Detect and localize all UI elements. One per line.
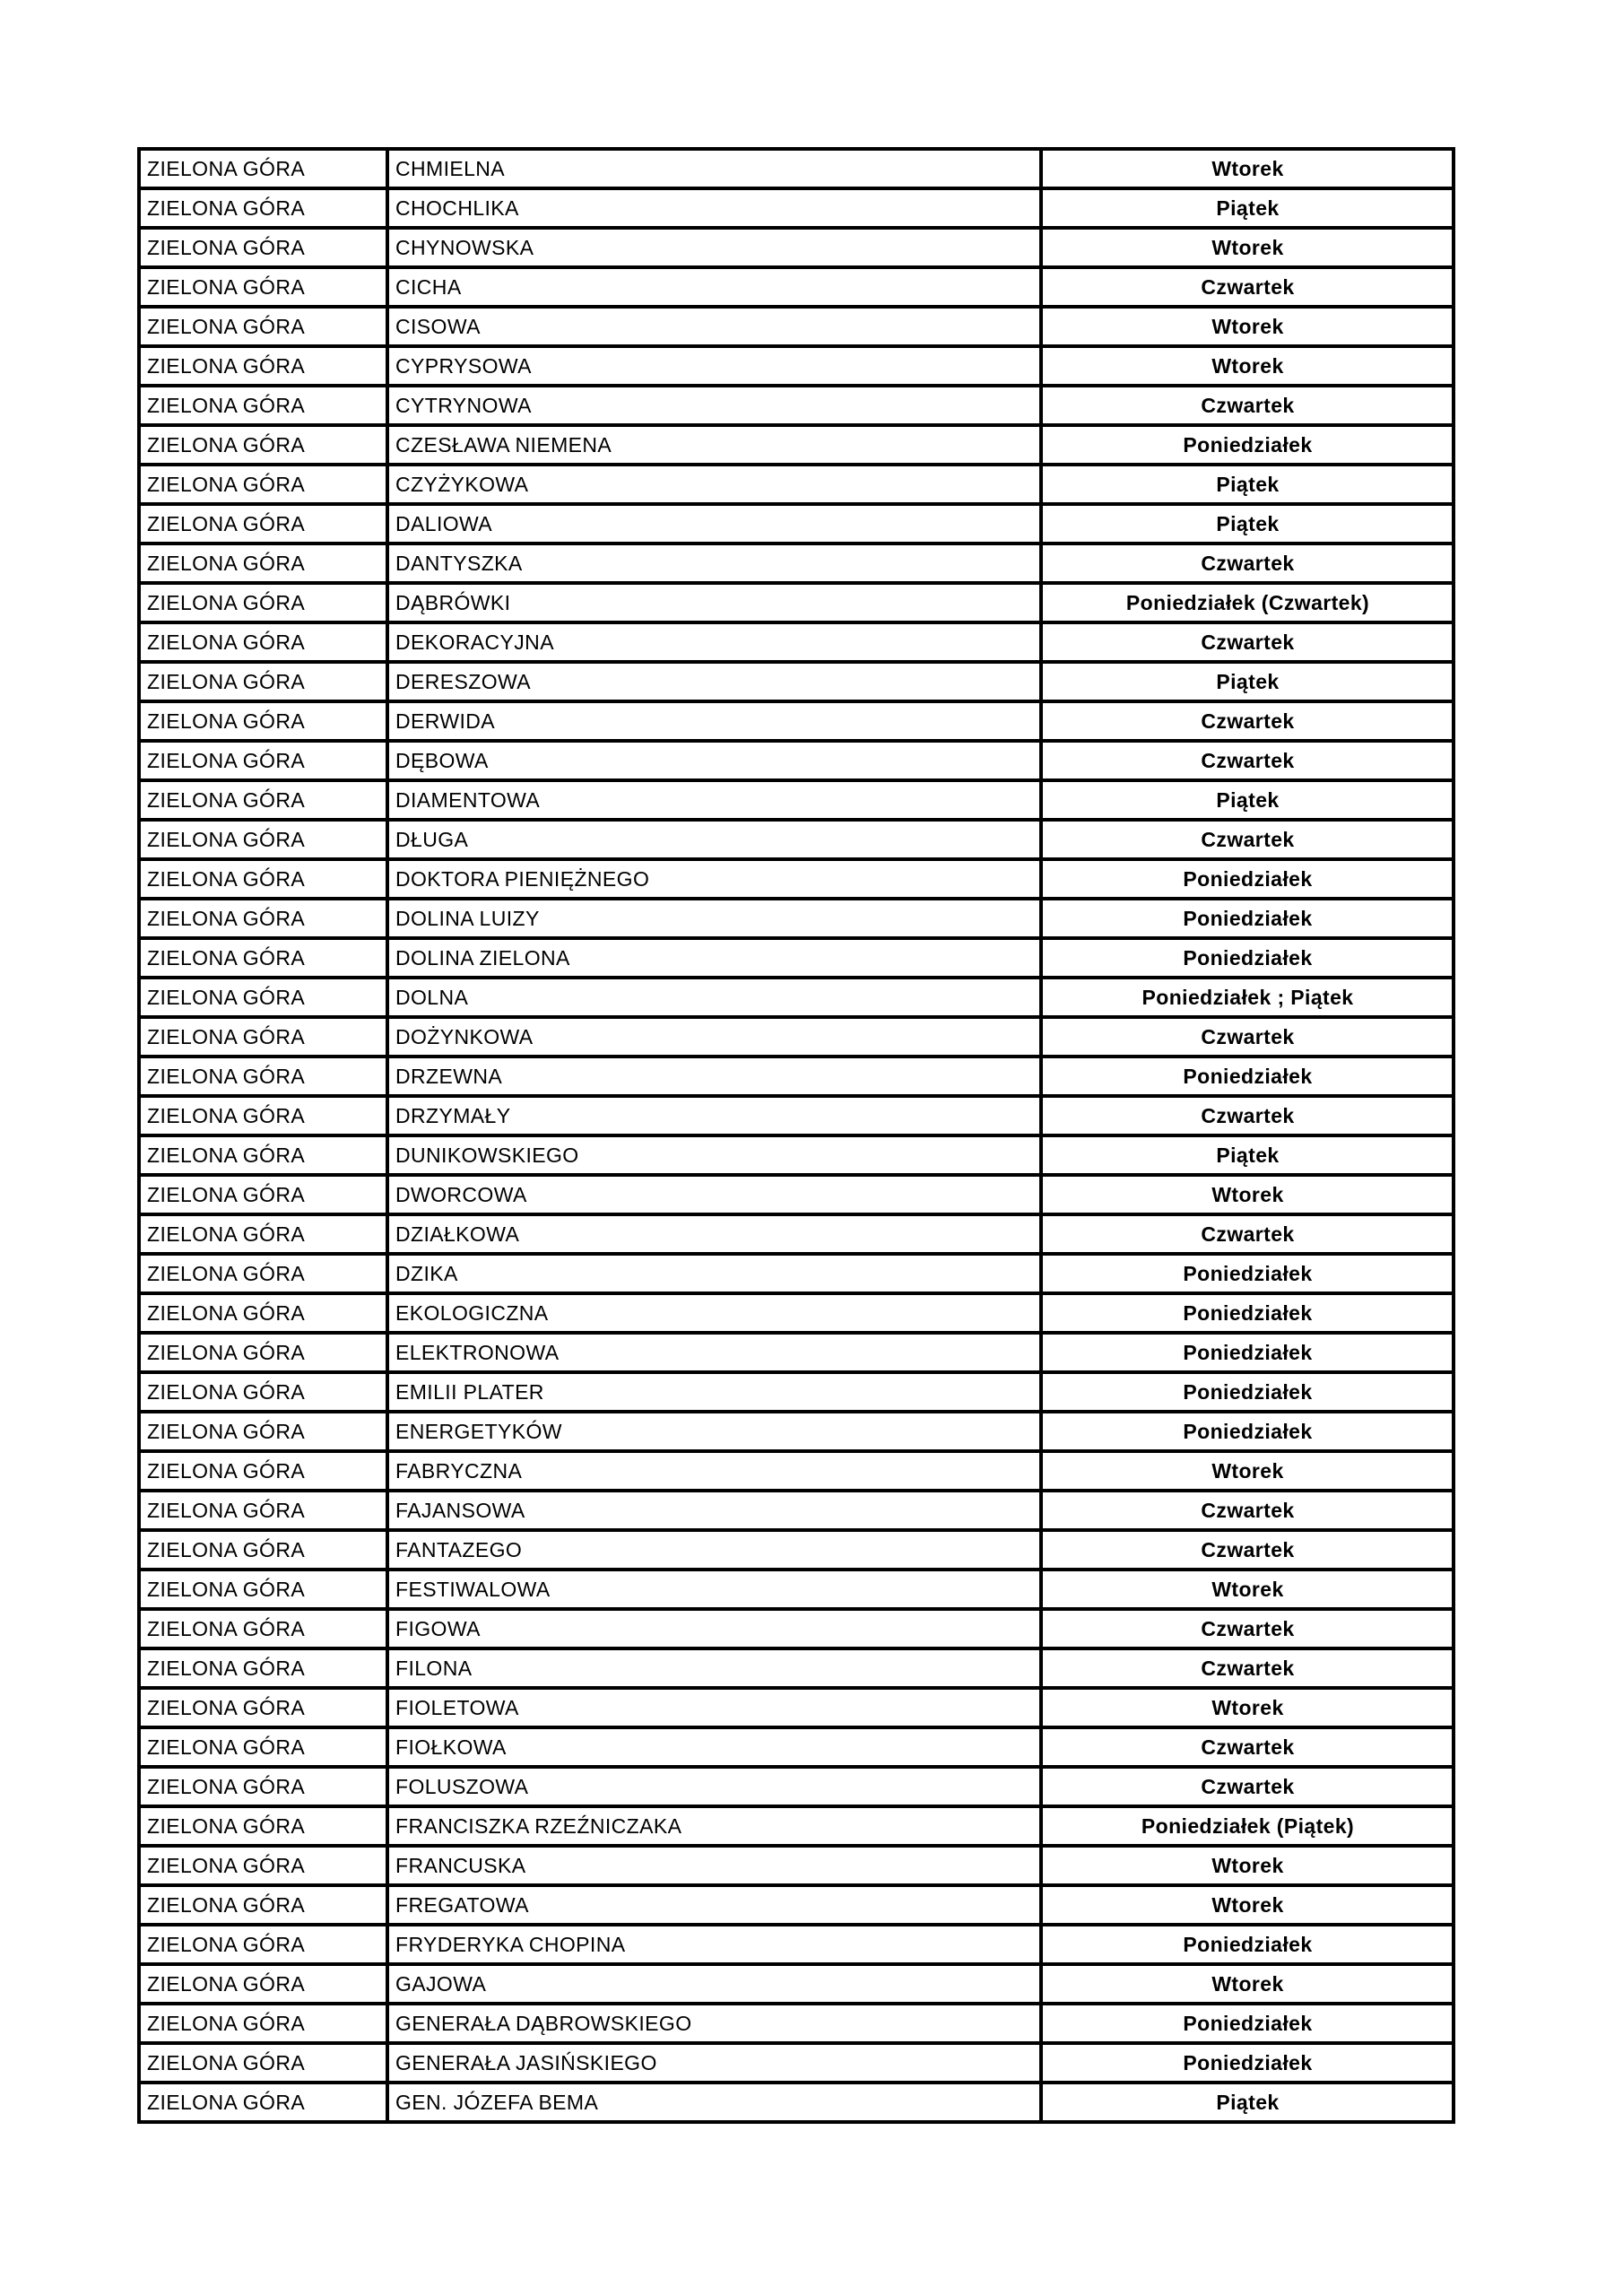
table-row	[139, 504, 1454, 544]
table-row	[139, 2083, 1454, 2122]
table-row	[139, 741, 1454, 780]
street-cell: FIGOWA	[387, 1609, 1041, 1648]
table-row	[139, 267, 1454, 307]
city-cell: ZIELONA GÓRA	[139, 1451, 387, 1491]
city-cell: ZIELONA GÓRA	[139, 899, 387, 938]
day-cell: Poniedziałek	[1041, 2043, 1454, 2083]
day-cell: Czwartek	[1041, 1214, 1454, 1254]
day-cell: Poniedziałek (Czwartek)	[1041, 583, 1454, 622]
table-row	[139, 1175, 1454, 1214]
table-row	[139, 978, 1454, 1017]
table-row	[139, 1609, 1454, 1648]
table-row	[139, 307, 1454, 346]
city-cell: ZIELONA GÓRA	[139, 662, 387, 701]
day-cell: Czwartek	[1041, 701, 1454, 741]
street-cell: FAJANSOWA	[387, 1491, 1041, 1530]
day-cell: Wtorek	[1041, 228, 1454, 267]
table-row	[139, 820, 1454, 859]
street-cell: DZIKA	[387, 1254, 1041, 1293]
city-cell: ZIELONA GÓRA	[139, 1727, 387, 1767]
street-cell: FRANCISZKA RZEŹNICZAKA	[387, 1806, 1041, 1846]
street-cell: DIAMENTOWA	[387, 780, 1041, 820]
day-cell: Czwartek	[1041, 1530, 1454, 1570]
city-cell: ZIELONA GÓRA	[139, 504, 387, 544]
table-row	[139, 1570, 1454, 1609]
table-row	[139, 188, 1454, 228]
street-cell: DZIAŁKOWA	[387, 1214, 1041, 1254]
day-cell: Poniedziałek	[1041, 1412, 1454, 1451]
day-cell: Poniedziałek	[1041, 938, 1454, 978]
street-cell: DOLINA LUIZY	[387, 899, 1041, 938]
table-row	[139, 386, 1454, 425]
day-cell: Poniedziałek	[1041, 1293, 1454, 1333]
city-cell: ZIELONA GÓRA	[139, 1135, 387, 1175]
street-cell: FREGATOWA	[387, 1885, 1041, 1925]
city-cell: ZIELONA GÓRA	[139, 1925, 387, 1964]
street-cell: FANTAZEGO	[387, 1530, 1041, 1570]
table-row	[139, 1530, 1454, 1570]
city-cell: ZIELONA GÓRA	[139, 1609, 387, 1648]
city-cell: ZIELONA GÓRA	[139, 978, 387, 1017]
street-cell: FRANCUSKA	[387, 1846, 1041, 1885]
city-cell: ZIELONA GÓRA	[139, 1806, 387, 1846]
city-cell: ZIELONA GÓRA	[139, 1846, 387, 1885]
city-cell: ZIELONA GÓRA	[139, 1885, 387, 1925]
street-cell: CICHA	[387, 267, 1041, 307]
city-cell: ZIELONA GÓRA	[139, 741, 387, 780]
street-cell: ENERGETYKÓW	[387, 1412, 1041, 1451]
table-row	[139, 1648, 1454, 1688]
day-cell: Wtorek	[1041, 149, 1454, 188]
street-cell: CISOWA	[387, 307, 1041, 346]
day-cell: Wtorek	[1041, 1451, 1454, 1491]
table-row	[139, 780, 1454, 820]
street-cell: DEKORACYJNA	[387, 622, 1041, 662]
table-row	[139, 465, 1454, 504]
table-row	[139, 1688, 1454, 1727]
day-cell: Piątek	[1041, 465, 1454, 504]
street-cell: EMILII PLATER	[387, 1372, 1041, 1412]
table-row	[139, 1925, 1454, 1964]
day-cell: Poniedziałek ; Piątek	[1041, 978, 1454, 1017]
street-cell: CZESŁAWA NIEMENA	[387, 425, 1041, 465]
day-cell: Wtorek	[1041, 1570, 1454, 1609]
day-cell: Czwartek	[1041, 1491, 1454, 1530]
table-row	[139, 859, 1454, 899]
day-cell: Poniedziałek	[1041, 1372, 1454, 1412]
table-row	[139, 1017, 1454, 1057]
table-row	[139, 1372, 1454, 1412]
day-cell: Wtorek	[1041, 1885, 1454, 1925]
table-row	[139, 149, 1454, 188]
day-cell: Wtorek	[1041, 1688, 1454, 1727]
table-row	[139, 1254, 1454, 1293]
street-cell: DANTYSZKA	[387, 544, 1041, 583]
street-cell: FIOŁKOWA	[387, 1727, 1041, 1767]
street-cell: DOLINA ZIELONA	[387, 938, 1041, 978]
table-row	[139, 1214, 1454, 1254]
city-cell: ZIELONA GÓRA	[139, 1293, 387, 1333]
day-cell: Piątek	[1041, 504, 1454, 544]
street-cell: DUNIKOWSKIEGO	[387, 1135, 1041, 1175]
city-cell: ZIELONA GÓRA	[139, 1372, 387, 1412]
street-cell: GENERAŁA DĄBROWSKIEGO	[387, 2004, 1041, 2043]
table-row	[139, 701, 1454, 741]
table-row	[139, 2004, 1454, 2043]
day-cell: Czwartek	[1041, 1609, 1454, 1648]
day-cell: Poniedziałek	[1041, 1057, 1454, 1096]
schedule-table-body	[139, 149, 1454, 2122]
day-cell: Poniedziałek	[1041, 899, 1454, 938]
day-cell: Czwartek	[1041, 741, 1454, 780]
table-row	[139, 228, 1454, 267]
day-cell: Piątek	[1041, 1135, 1454, 1175]
table-row	[139, 583, 1454, 622]
day-cell: Czwartek	[1041, 544, 1454, 583]
day-cell: Piątek	[1041, 188, 1454, 228]
table-row	[139, 1096, 1454, 1135]
day-cell: Piątek	[1041, 2083, 1454, 2122]
day-cell: Poniedziałek	[1041, 1254, 1454, 1293]
city-cell: ZIELONA GÓRA	[139, 307, 387, 346]
street-cell: FESTIWALOWA	[387, 1570, 1041, 1609]
city-cell: ZIELONA GÓRA	[139, 2043, 387, 2083]
table-row	[139, 899, 1454, 938]
city-cell: ZIELONA GÓRA	[139, 544, 387, 583]
table-row	[139, 2043, 1454, 2083]
street-cell: DŁUGA	[387, 820, 1041, 859]
table-row	[139, 1293, 1454, 1333]
street-cell: FOLUSZOWA	[387, 1767, 1041, 1806]
day-cell: Poniedziałek	[1041, 1333, 1454, 1372]
day-cell: Poniedziałek	[1041, 859, 1454, 899]
city-cell: ZIELONA GÓRA	[139, 425, 387, 465]
city-cell: ZIELONA GÓRA	[139, 1688, 387, 1727]
city-cell: ZIELONA GÓRA	[139, 2004, 387, 2043]
street-cell: EKOLOGICZNA	[387, 1293, 1041, 1333]
street-cell: DRZYMAŁY	[387, 1096, 1041, 1135]
day-cell: Czwartek	[1041, 267, 1454, 307]
day-cell: Czwartek	[1041, 1096, 1454, 1135]
street-cell: DERWIDA	[387, 701, 1041, 741]
table-row	[139, 1806, 1454, 1846]
day-cell: Poniedziałek (Piątek)	[1041, 1806, 1454, 1846]
table-row	[139, 1491, 1454, 1530]
city-cell: ZIELONA GÓRA	[139, 1491, 387, 1530]
day-cell: Piątek	[1041, 780, 1454, 820]
table-row	[139, 1412, 1454, 1451]
street-cell: FABRYCZNA	[387, 1451, 1041, 1491]
table-row	[139, 1057, 1454, 1096]
street-cell: GENERAŁA JASIŃSKIEGO	[387, 2043, 1041, 2083]
city-cell: ZIELONA GÓRA	[139, 228, 387, 267]
city-cell: ZIELONA GÓRA	[139, 938, 387, 978]
table-row	[139, 425, 1454, 465]
table-row	[139, 544, 1454, 583]
street-cell: GAJOWA	[387, 1964, 1041, 2004]
day-cell: Czwartek	[1041, 1648, 1454, 1688]
street-cell: CYPRYSOWA	[387, 346, 1041, 386]
city-cell: ZIELONA GÓRA	[139, 859, 387, 899]
city-cell: ZIELONA GÓRA	[139, 1964, 387, 2004]
city-cell: ZIELONA GÓRA	[139, 1570, 387, 1609]
city-cell: ZIELONA GÓRA	[139, 2083, 387, 2122]
city-cell: ZIELONA GÓRA	[139, 583, 387, 622]
city-cell: ZIELONA GÓRA	[139, 1175, 387, 1214]
table-row	[139, 662, 1454, 701]
day-cell: Wtorek	[1041, 1964, 1454, 2004]
day-cell: Wtorek	[1041, 1175, 1454, 1214]
city-cell: ZIELONA GÓRA	[139, 1333, 387, 1372]
city-cell: ZIELONA GÓRA	[139, 701, 387, 741]
street-cell: FRYDERYKA CHOPINA	[387, 1925, 1041, 1964]
day-cell: Piątek	[1041, 662, 1454, 701]
table-row	[139, 622, 1454, 662]
day-cell: Czwartek	[1041, 1727, 1454, 1767]
city-cell: ZIELONA GÓRA	[139, 346, 387, 386]
street-cell: DERESZOWA	[387, 662, 1041, 701]
street-cell: CZYŻYKOWA	[387, 465, 1041, 504]
city-cell: ZIELONA GÓRA	[139, 1648, 387, 1688]
table-row	[139, 1964, 1454, 2004]
day-cell: Czwartek	[1041, 820, 1454, 859]
street-cell: FILONA	[387, 1648, 1041, 1688]
table-row	[139, 1767, 1454, 1806]
street-cell: GEN. JÓZEFA BEMA	[387, 2083, 1041, 2122]
table-row	[139, 1333, 1454, 1372]
day-cell: Wtorek	[1041, 307, 1454, 346]
street-cell: DWORCOWA	[387, 1175, 1041, 1214]
table-row	[139, 346, 1454, 386]
street-cell: DĄBRÓWKI	[387, 583, 1041, 622]
city-cell: ZIELONA GÓRA	[139, 622, 387, 662]
city-cell: ZIELONA GÓRA	[139, 1017, 387, 1057]
day-cell: Wtorek	[1041, 1846, 1454, 1885]
day-cell: Czwartek	[1041, 622, 1454, 662]
day-cell: Wtorek	[1041, 346, 1454, 386]
street-schedule-table	[137, 147, 1455, 2124]
city-cell: ZIELONA GÓRA	[139, 386, 387, 425]
city-cell: ZIELONA GÓRA	[139, 1057, 387, 1096]
city-cell: ZIELONA GÓRA	[139, 465, 387, 504]
city-cell: ZIELONA GÓRA	[139, 1096, 387, 1135]
city-cell: ZIELONA GÓRA	[139, 1214, 387, 1254]
table-row	[139, 938, 1454, 978]
street-cell: ELEKTRONOWA	[387, 1333, 1041, 1372]
street-cell: DRZEWNA	[387, 1057, 1041, 1096]
city-cell: ZIELONA GÓRA	[139, 149, 387, 188]
city-cell: ZIELONA GÓRA	[139, 820, 387, 859]
street-cell: CHYNOWSKA	[387, 228, 1041, 267]
street-cell: DOLNA	[387, 978, 1041, 1017]
day-cell: Czwartek	[1041, 1017, 1454, 1057]
street-cell: CHOCHLIKA	[387, 188, 1041, 228]
city-cell: ZIELONA GÓRA	[139, 188, 387, 228]
day-cell: Czwartek	[1041, 386, 1454, 425]
table-row	[139, 1451, 1454, 1491]
street-cell: DALIOWA	[387, 504, 1041, 544]
city-cell: ZIELONA GÓRA	[139, 1254, 387, 1293]
table-row	[139, 1846, 1454, 1885]
day-cell: Poniedziałek	[1041, 1925, 1454, 1964]
street-cell: DOŻYNKOWA	[387, 1017, 1041, 1057]
city-cell: ZIELONA GÓRA	[139, 780, 387, 820]
street-cell: CYTRYNOWA	[387, 386, 1041, 425]
day-cell: Poniedziałek	[1041, 2004, 1454, 2043]
city-cell: ZIELONA GÓRA	[139, 1767, 387, 1806]
table-row	[139, 1135, 1454, 1175]
street-cell: FIOLETOWA	[387, 1688, 1041, 1727]
city-cell: ZIELONA GÓRA	[139, 267, 387, 307]
table-row	[139, 1727, 1454, 1767]
day-cell: Czwartek	[1041, 1767, 1454, 1806]
street-cell: DĘBOWA	[387, 741, 1041, 780]
street-cell: DOKTORA PIENIĘŻNEGO	[387, 859, 1041, 899]
table-row	[139, 1885, 1454, 1925]
city-cell: ZIELONA GÓRA	[139, 1412, 387, 1451]
street-cell: CHMIELNA	[387, 149, 1041, 188]
day-cell: Poniedziałek	[1041, 425, 1454, 465]
city-cell: ZIELONA GÓRA	[139, 1530, 387, 1570]
